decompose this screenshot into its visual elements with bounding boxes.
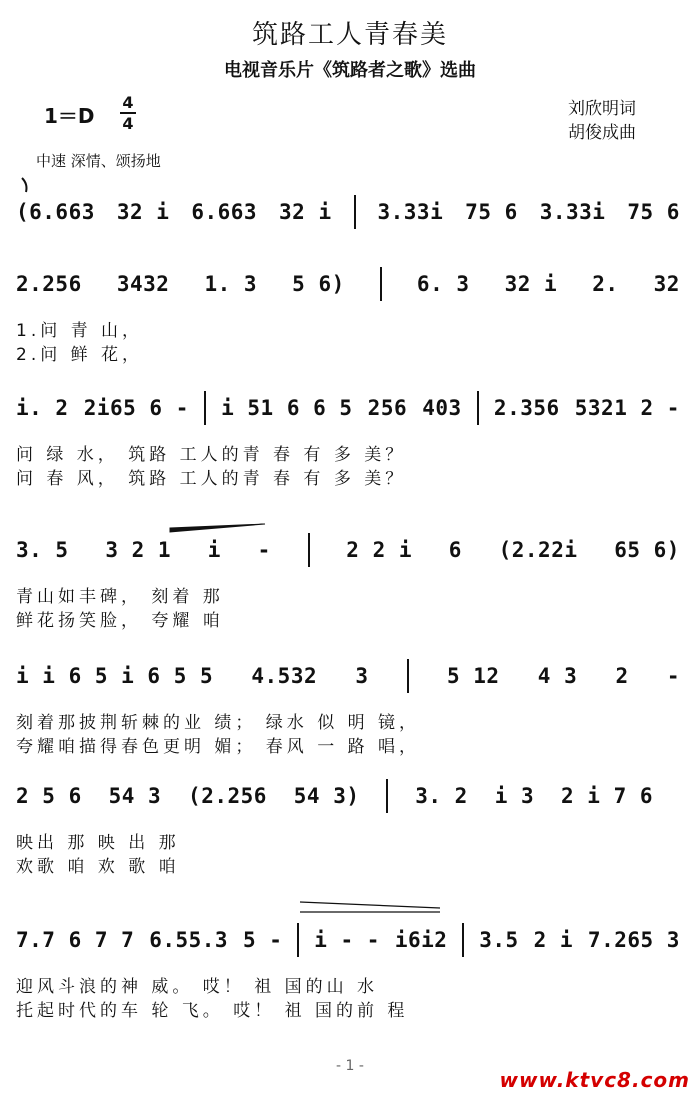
barline bbox=[308, 533, 310, 567]
note-group: 2 5 6 bbox=[16, 784, 82, 808]
lyric-line: 1.问 青 山， bbox=[16, 321, 144, 341]
note-group: 1. 3 bbox=[204, 272, 258, 296]
barline bbox=[297, 923, 299, 957]
note-group: 54 3 bbox=[108, 784, 162, 808]
note-group: 3. 5 bbox=[16, 538, 69, 562]
note-group: 2i65 6 - bbox=[83, 396, 189, 420]
tempo-marking: 中速 深情、颂扬地 bbox=[36, 152, 161, 170]
time-signature bbox=[120, 94, 136, 132]
note-group: 2.356 bbox=[493, 396, 560, 420]
note-group: 3432 bbox=[116, 272, 170, 296]
note-group: (6.663 bbox=[16, 200, 95, 224]
note-group: 6. 3 bbox=[416, 272, 470, 296]
note-group: - bbox=[666, 664, 680, 688]
lyric-line: 2.问 鲜 花， bbox=[16, 345, 144, 365]
lyric-line: 映出 那 映 出 那 bbox=[16, 833, 180, 853]
note-group: 32 bbox=[653, 272, 680, 296]
note-group: 6 bbox=[448, 538, 462, 562]
barline bbox=[380, 267, 382, 301]
lyric-line: 托起时代的车 轮 飞。 哎！ 祖 国的前 程 bbox=[16, 1001, 409, 1021]
note-group: 4 3 bbox=[537, 664, 578, 688]
note-group: 3.33i bbox=[539, 200, 606, 224]
note-group: 6.663 bbox=[191, 200, 258, 224]
note-group: 403 bbox=[422, 396, 462, 420]
note-group: 5321 2 - bbox=[574, 396, 680, 420]
composer-credit: 胡俊成曲 bbox=[568, 123, 636, 143]
note-group: 5 6) bbox=[292, 272, 345, 296]
note-group: 3 bbox=[355, 664, 369, 688]
note-group: 54 3) bbox=[293, 784, 360, 808]
notes-row bbox=[16, 196, 680, 228]
lyric-line: 问 春 风， 筑路 工人的青 春 有 多 美？ bbox=[16, 469, 407, 489]
note-group: 3. 2 bbox=[415, 784, 468, 808]
time-top: 4 bbox=[122, 93, 134, 112]
lyric-line: 夸耀咱描得春色更明 媚； 春风 一 路 唱， bbox=[16, 737, 421, 757]
note-group: 65 6) bbox=[614, 538, 680, 562]
note-group: 2. bbox=[592, 272, 619, 296]
lyric-line: 青山如丰碑， 刻着 那 bbox=[16, 587, 224, 607]
barline bbox=[477, 391, 479, 425]
time-bottom: 4 bbox=[122, 113, 134, 133]
note-group: 3.5 bbox=[479, 928, 519, 952]
note-group: 32 i bbox=[279, 200, 332, 224]
note-group: i bbox=[207, 538, 221, 562]
note-group: 4.532 bbox=[251, 664, 318, 688]
notes-row bbox=[16, 780, 680, 812]
note-group: 3.33i bbox=[377, 200, 444, 224]
lyric-line: 鲜花扬笑脸， 夸耀 咱 bbox=[16, 611, 224, 631]
note-group: i6i2 bbox=[394, 928, 448, 952]
note-group: 2.256 bbox=[16, 272, 82, 296]
note-group: 32 i bbox=[504, 272, 558, 296]
notes-row bbox=[16, 392, 680, 424]
note-group: - bbox=[257, 538, 271, 562]
watermark-text: www.ktvc8.com bbox=[499, 1068, 690, 1092]
source-watermark bbox=[500, 1068, 690, 1092]
note-group: 2 i 7 6 bbox=[561, 784, 654, 808]
note-group: (2.22i bbox=[498, 538, 578, 562]
note-group: 75 6 bbox=[465, 200, 518, 224]
note-group: 32 i bbox=[116, 200, 170, 224]
barline bbox=[354, 195, 356, 229]
lyric-line: 刻着那披荆斩棘的业 绩； 绿水 似 明 镜， bbox=[16, 713, 421, 733]
note-group: 5 - bbox=[242, 928, 283, 952]
barline bbox=[204, 391, 206, 425]
notes-row bbox=[16, 924, 680, 956]
note-group: i - - bbox=[314, 928, 380, 952]
song-title: 筑路工人青春美 bbox=[251, 20, 448, 50]
page-number: - 1 - bbox=[336, 1058, 364, 1074]
note-group: i 51 6 6 5 bbox=[221, 396, 353, 420]
barline bbox=[462, 923, 464, 957]
barline bbox=[386, 779, 388, 813]
note-group: 6.55.3 bbox=[149, 928, 229, 952]
note-group: 2 bbox=[615, 664, 629, 688]
note-group: 2 i bbox=[533, 928, 574, 952]
note-group: 3 2 1 bbox=[105, 538, 172, 562]
song-subtitle: 电视音乐片《筑路者之歌》选曲 bbox=[224, 60, 476, 81]
notes-row bbox=[16, 660, 680, 692]
note-group: 7.7 6 7 7 bbox=[16, 928, 135, 952]
lyric-line: 欢歌 咱 欢 歌 咱 bbox=[16, 857, 180, 877]
note-group: i i 6 5 i 6 5 5 bbox=[16, 664, 214, 688]
note-group: 7.265 3 bbox=[587, 928, 680, 952]
note-group: 2 2 i bbox=[346, 538, 412, 562]
note-group: 256 bbox=[367, 396, 408, 420]
notes-row bbox=[16, 534, 680, 566]
key-signature: 1＝D bbox=[44, 104, 95, 128]
note-group: (2.256 bbox=[188, 784, 267, 808]
barline bbox=[407, 659, 409, 693]
lyric-line: 问 绿 水， 筑路 工人的青 春 有 多 美？ bbox=[16, 445, 407, 465]
notes-row bbox=[16, 268, 680, 300]
lyricist-credit: 刘欣明词 bbox=[568, 99, 636, 119]
note-group: i 3 bbox=[494, 784, 535, 808]
note-group: 75 6 bbox=[627, 200, 680, 224]
note-group: i. 2 bbox=[16, 396, 69, 420]
lyric-line: 迎风斗浪的神 威。 哎！ 祖 国的山 水 bbox=[16, 977, 379, 997]
note-group: 5 12 bbox=[446, 664, 500, 688]
